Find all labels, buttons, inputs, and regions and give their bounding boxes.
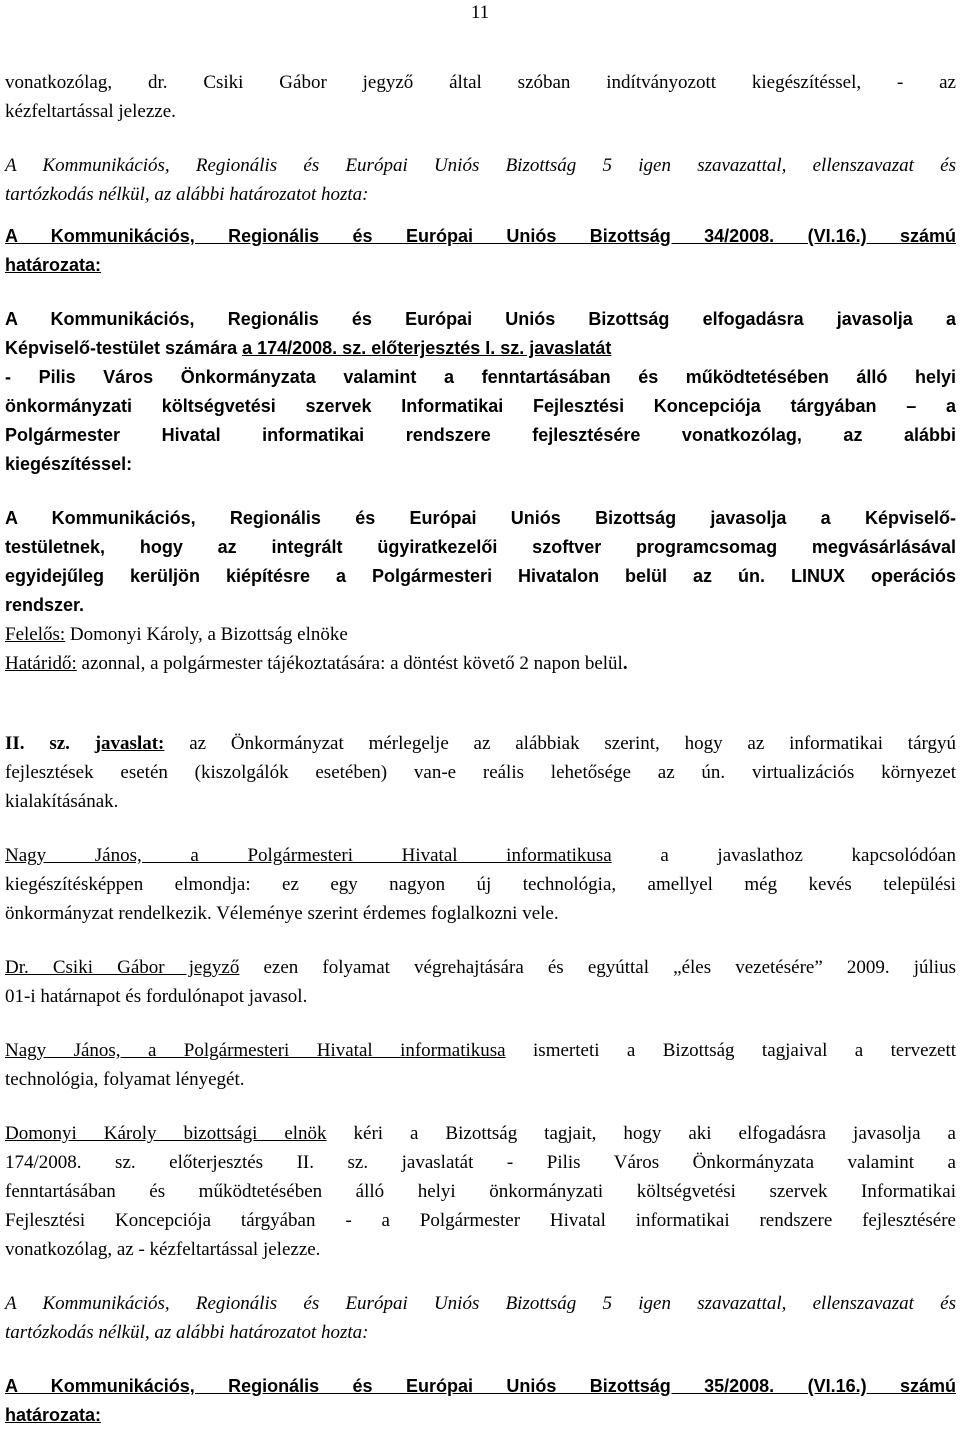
deadline-line (5, 649, 956, 678)
resolution-heading-line: A Kommunikációs, Regionális és Európai Uniós Bizottság 34/2008. (VI.16.) számú (5, 226, 956, 246)
vote-statement-2 (5, 1289, 956, 1347)
comment-line: vonatkozólag, az - kézfeltartással jelezze. (5, 1239, 321, 1260)
vote-line: tartózkodás nélkül, az alábbi határozatot hozta: (5, 1322, 369, 1343)
resolution-1-heading (5, 222, 956, 280)
deadline-dot: . (622, 653, 628, 674)
intro-paragraph (5, 68, 956, 126)
responsible-label: Felelős: (5, 624, 66, 645)
comment-text: ismerteti a Bizottság tagjaival a tervezett (505, 1040, 957, 1061)
comment-line: 01-i határnapot és fordulónapot javasol. (5, 986, 308, 1007)
addition-line: A Kommunikációs, Regionális és Európai Uniós Bizottság javasolja a Képviselő- (5, 508, 956, 528)
resolution-body-line (5, 334, 956, 363)
resolution-heading-line: határozata: (5, 1405, 102, 1425)
comment-line (5, 1119, 956, 1148)
resolution-body-line: - Pilis Város Önkormányzata valamint a fenntartásában és működtetésében álló helyi (5, 367, 956, 387)
vote-line: tartózkodás nélkül, az alábbi határozatot hozta: (5, 184, 369, 205)
proposal-2-label: II. sz. (5, 733, 70, 754)
resolution-2-heading (5, 1372, 956, 1430)
comment-line: Fejlesztési Koncepciója tárgyában - a Polgármester Hivatal informatikai rendszere fejlesztésére (5, 1210, 956, 1231)
speaker-name: Nagy János, a Polgármesteri Hivatal informatikusa (5, 1040, 506, 1061)
deadline-value: azonnal, a polgármester tájékoztatására: a döntést követő 2 napon belül (76, 653, 623, 674)
resolution-1-addition (5, 504, 956, 678)
comment-line (5, 841, 956, 870)
comment-line (5, 1036, 956, 1065)
proposal-2-text: az Önkormányzat mérlegelje az alábbiak szerint, hogy az informatikai tárgyú (164, 733, 956, 754)
responsible-value: Domonyi Károly, a Bizottság elnöke (65, 624, 348, 645)
addition-line: testületnek, hogy az integrált ügyiratkezelői szoftver programcsomag megvásárlásával (5, 537, 956, 557)
speaker-name: Dr. Csiki Gábor jegyző (5, 957, 240, 978)
comment-text: a javaslathoz kapcsolódóan (611, 845, 956, 866)
speaker-name: Nagy János, a Polgármesteri Hivatal informatikusa (5, 845, 612, 866)
speaker-name: Domonyi Károly bizottsági elnök (5, 1123, 327, 1144)
comment-line: önkormányzat rendelkezik. Véleménye szerint érdemes foglalkozni vele. (5, 903, 559, 924)
proposal-2-line: kialakításának. (5, 791, 119, 812)
nagy-comment-2 (5, 1036, 956, 1094)
comment-line (5, 953, 956, 982)
resolution-body-text: Képviselő-testület számára (5, 338, 243, 358)
addition-line: egyidejűleg kerüljön kiépítésre a Polgármesteri Hivatalon belül az ún. LINUX operációs (5, 566, 956, 586)
responsible-line (5, 620, 956, 649)
vote-statement-1 (5, 151, 956, 209)
comment-line: 174/2008. sz. előterjesztés II. sz. javaslatát - Pilis Város Önkormányzata valamint a (5, 1152, 956, 1173)
deadline-label: Határidő: (5, 653, 77, 674)
proposal-2-line: fejlesztések esetén (kiszolgálók esetében) van-e reális lehetősége az ún. virtualizációs környezet (5, 762, 956, 783)
proposal-2-paragraph (5, 729, 956, 816)
intro-line: vonatkozólag, dr. Csiki Gábor jegyző által szóban indítványozott kiegészítéssel, - az (5, 72, 956, 93)
proposal-reference: a 174/2008. sz. előterjesztés I. sz. javaslatát (242, 338, 612, 358)
document-body (5, 68, 956, 1430)
intro-line: kézfeltartással jelezze. (5, 101, 176, 122)
proposal-2-line (5, 729, 956, 758)
domonyi-comment (5, 1119, 956, 1264)
page-number: 11 (470, 2, 490, 23)
vote-line: A Kommunikációs, Regionális és Európai Uniós Bizottság 5 igen szavazattal, ellenszavazat és (5, 1293, 956, 1314)
resolution-1-body (5, 305, 956, 479)
addition-line: rendszer. (5, 595, 85, 615)
comment-line: technológia, folyamat lényegét. (5, 1069, 245, 1090)
resolution-body-line: önkormányzati költségvetési szervek Informatikai Fejlesztési Koncepciója tárgyában – a (5, 396, 956, 416)
proposal-2-label-underlined: javaslat: (94, 733, 165, 754)
comment-text: ezen folyamat végrehajtására és egyúttal „éles vezetésére” 2009. július (239, 957, 956, 978)
comment-text: kéri a Bizottság tagjait, hogy aki elfogadásra javasolja a (326, 1123, 956, 1144)
vote-line: A Kommunikációs, Regionális és Európai Uniós Bizottság 5 igen szavazattal, ellenszavazat és (5, 155, 956, 176)
resolution-body-line: A Kommunikációs, Regionális és Európai Uniós Bizottság elfogadásra javasolja a (5, 309, 956, 329)
comment-line: fenntartásában és működtetésében álló helyi önkormányzati költségvetési szervek Informatikai (5, 1181, 956, 1202)
resolution-heading-line: A Kommunikációs, Regionális és Európai Uniós Bizottság 35/2008. (VI.16.) számú (5, 1376, 956, 1396)
resolution-heading-line: határozata: (5, 255, 102, 275)
resolution-body-line: Polgármester Hivatal informatikai rendszere fejlesztésére vonatkozólag, az alábbi (5, 425, 956, 445)
nagy-comment-1 (5, 841, 956, 928)
resolution-body-line: kiegészítéssel: (5, 454, 133, 474)
comment-line: kiegészítésképpen elmondja: ez egy nagyon új technológia, amellyel még kevés települési (5, 874, 956, 895)
csiki-comment (5, 953, 956, 1011)
